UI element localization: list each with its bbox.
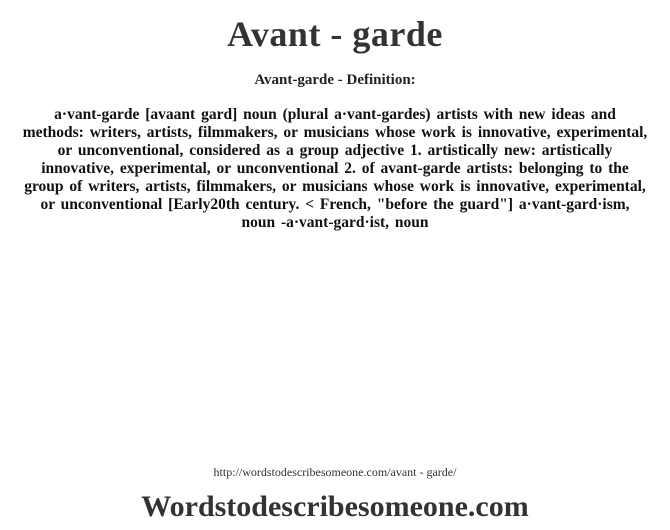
definition-heading: Avant-garde - Definition: [254, 72, 416, 88]
source-url: http://wordstodescribesomeone.com/avant - garde/ [213, 465, 457, 479]
page-title: Avant - garde [227, 14, 443, 54]
site-name: Wordstodescribesomeone.com [141, 490, 529, 523]
definition-text: a·vant-garde [avaant gard] noun (plural a·vant-gardes) artists with new ideas and methods: writers, artists, filmmakers, or musicians whose work is innovative, experimental, or unconventional, considered as a group adjective 1. artistically new: artistically innovative, experimental, or unconventional 2. of avant-garde artists: belonging to the group of writers, artists, filmmakers, or musicians whose work is innovative, experimental, or unconventional [Early20th century. < French, "before the guard"] a·vant-gard·ism, noun -a·vant-gard·ist, noun [22, 106, 648, 231]
